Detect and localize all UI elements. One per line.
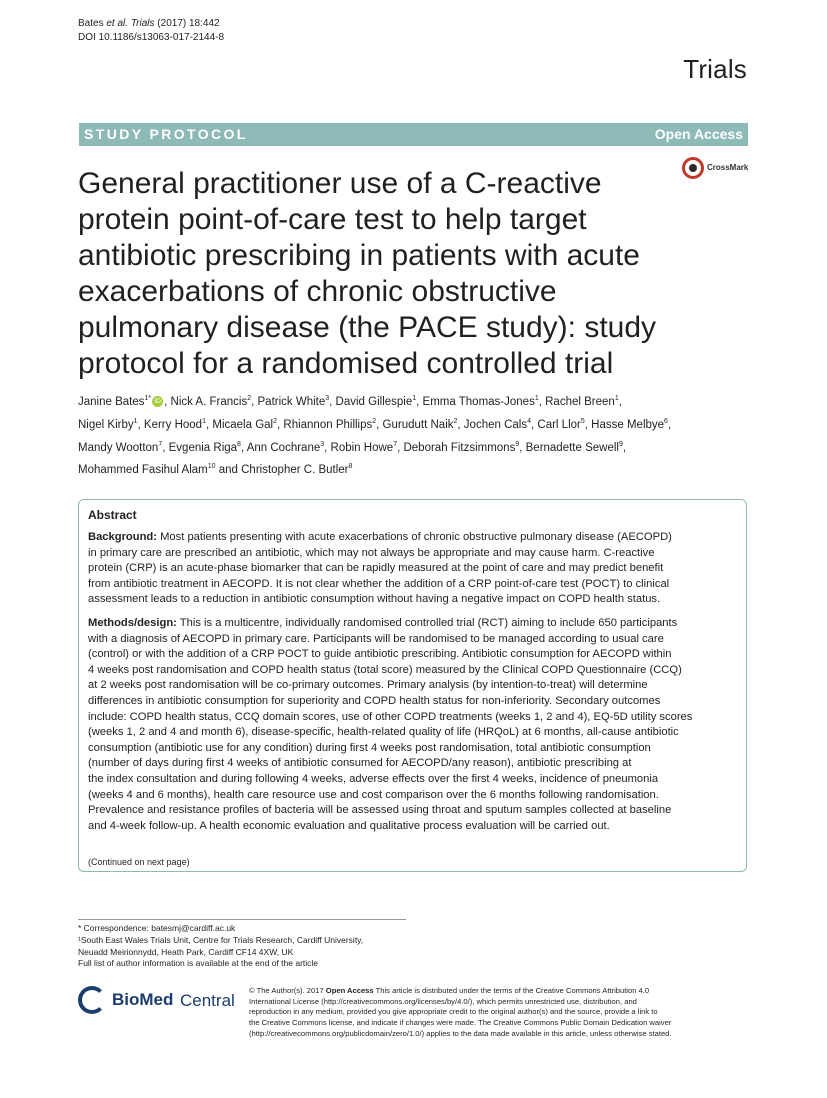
author-affiliation: 2: [247, 395, 252, 402]
author-affiliation: 2: [372, 417, 377, 425]
author-name: , David Gillespie: [329, 395, 413, 408]
author-name: , Jochen Cals: [457, 418, 528, 431]
abstract-line: include: COPD health status, CCQ domain scores, use of other COPD treatments (weeks 1, 2 and 4), EQ-5D utility scores: [88, 710, 693, 723]
article-title: [78, 166, 678, 382]
title-line: protocol for a randomised controlled trial: [78, 347, 614, 380]
abstract-line: [88, 530, 743, 546]
abstract-line: consumption (antibiotic use for any condition) during first 4 weeks post randomisation, total antibiotic consumption: [88, 741, 651, 754]
author-affiliation: 4: [527, 417, 532, 425]
footnote-divider: [78, 919, 406, 920]
author-name: and Christopher C. Butler: [215, 464, 349, 477]
author-name: , Robin Howe: [324, 441, 394, 454]
abstract-line: the index consultation and during following 4 weeks, adverse effects over the first 4 weeks, incidence of pneumonia: [88, 772, 659, 785]
affiliation: Neuadd Meirionnydd, Heath Park, Cardiff CF14 4XW, UK: [78, 946, 294, 957]
author-affiliation: 5: [580, 417, 585, 425]
citation-volume: (2017) 18:442: [154, 18, 220, 29]
abstract-line: (number of days during first 4 weeks of antibiotic consumed for AECOPD/any reason), antibiotic prescribing at: [88, 757, 632, 770]
license-line: (http://creativecommons.org/publicdomain/zero/1.0/) applies to the data made available in this article, unless otherwise stated.: [249, 1028, 672, 1038]
author-affiliation: 7: [393, 440, 398, 448]
abstract-line: with a diagnosis of AECOPD in primary care. Participants will be randomised to be managed according to usual care: [88, 632, 664, 645]
author-affiliation: 1*: [144, 395, 152, 402]
author-name: , Hasse Melbye: [584, 418, 665, 431]
author-name: , Nick A. Francis: [164, 395, 248, 408]
abstract-line: differences in antibiotic consumption for superiority and COPD health status for non-inferiority. Secondary outcomes: [88, 694, 661, 707]
author-affiliation: 2: [453, 417, 458, 425]
author-name: , Patrick White: [251, 395, 326, 408]
author-name: , Rhiannon Phillips: [277, 418, 373, 431]
author-list: [78, 389, 758, 480]
license-line: the Creative Commons license, and indicate if changes were made. The Creative Commons Public Domain Dedication waiver: [249, 1018, 672, 1028]
abstract-line: and 4-week follow-up. A health economic evaluation and qualitative process evaluation will be carried out.: [88, 819, 610, 832]
author-name: , Kerry Hood: [137, 418, 203, 431]
author-name: , Carl Llor: [531, 418, 581, 431]
section-label: Methods/design:: [88, 617, 177, 629]
citation-header: [78, 17, 224, 45]
author-affiliation: 2: [273, 417, 277, 425]
author-affiliation: 7: [158, 440, 163, 448]
orcid-icon[interactable]: iD: [152, 396, 163, 407]
crossmark-icon: [682, 157, 704, 179]
author-name: Mandy Wootton: [78, 441, 159, 454]
author-line: [78, 389, 758, 412]
author-line: [78, 457, 758, 480]
author-name: Nigel Kirby: [78, 418, 134, 431]
abstract-text: This is a multicentre, individually randomised controlled trial (RCT) aiming to include 650 participants: [176, 617, 678, 629]
crossmark-badge[interactable]: [680, 157, 749, 185]
author-name: Janine Bates: [78, 395, 145, 408]
author-separator: ,: [618, 395, 622, 408]
bmc-logo-bm: BioMed: [112, 990, 174, 1009]
title-line: pulmonary disease (the PACE study): study: [78, 311, 657, 344]
author-name: , Emma Thomas-Jones: [416, 395, 535, 408]
author-affiliation: 8: [237, 440, 241, 448]
abstract-line: (control) or with the addition of a CRP POCT to guide antibiotic prescribing. Antibiotic consumption for AECOPD within: [88, 648, 672, 661]
author-affiliation: 6: [664, 417, 668, 425]
author-affiliation: 1: [412, 395, 417, 402]
author-name: , Ann Cochrane: [240, 441, 321, 454]
title-line: protein point-of-care test to help target: [78, 203, 587, 236]
article-type-banner: [79, 123, 748, 146]
abstract-methods: [88, 616, 743, 834]
abstract-line: in primary care are prescribed an antibiotic, which may not always be appropriate and may cause harm. C-reactive: [88, 546, 655, 559]
open-access-label[interactable]: Open Access: [654, 126, 743, 142]
title-line: antibiotic prescribing in patients with acute: [78, 239, 640, 272]
author-name: , Gurudutt Naik: [376, 418, 454, 431]
author-affiliation: 1: [202, 417, 206, 425]
abstract-line: assessment leads to a reduction in antibiotic consumption without having a negative impact on COPD health status.: [88, 593, 661, 606]
bmc-logo-icon: [78, 986, 106, 1014]
section-label: Background:: [88, 531, 157, 543]
author-line: [78, 412, 758, 435]
journal-name: Trials: [683, 54, 747, 84]
license-text: [249, 986, 749, 1040]
article-type-label: STUDY PROTOCOL: [84, 126, 248, 142]
author-name: , Evgenia Riga: [162, 441, 238, 454]
author-name: , Rachel Breen: [538, 395, 615, 408]
citation-authors: Bates: [78, 18, 107, 29]
author-affiliation: 8: [348, 463, 353, 471]
author-name: , Micaela Gal: [205, 418, 274, 431]
author-name: Mohammed Fasihul Alam: [78, 464, 208, 477]
author-name: , Bernadette Sewell: [519, 441, 619, 454]
doi[interactable]: DOI 10.1186/s13063-017-2144-8: [78, 32, 225, 43]
abstract-line: protein (CRP) is an acute-phase biomarker that can be rapidly measured at the point of care and may predict benefit: [88, 562, 664, 575]
author-info-note: Full list of author information is available at the end of the article: [78, 958, 319, 969]
bmc-logo-central: Central: [180, 991, 235, 1010]
correspondence[interactable]: * Correspondence: batesmj@cardiff.ac.uk: [78, 923, 236, 933]
license-line: International License (http://creativecommons.org/licenses/by/4.0/), which permits unrestricted use, distribution, and: [249, 996, 637, 1006]
footnotes: [78, 923, 363, 970]
author-affiliation: 1: [534, 395, 539, 402]
license-line: [249, 986, 749, 997]
abstract-background: [88, 530, 743, 608]
author-affiliation: 1: [614, 395, 619, 402]
author-name: , Deborah Fitzsimmons: [397, 441, 516, 454]
abstract-line: (weeks 1, 2 and 4 and month 6), disease-specific, health-related quality of life (HRQoL) at 6 months, all-cause antibiotic: [88, 726, 679, 739]
biomed-central-logo: [78, 986, 238, 1018]
abstract-line: Prevalence and resistance profiles of bacteria will be assessed using throat and sputum samples collected at baseline: [88, 804, 672, 817]
abstract-line: at 2 weeks post randomisation will be co-primary outcomes. Primary analysis (by intention-to-treat) will determine: [88, 679, 648, 692]
continued-note: (Continued on next page): [88, 857, 190, 867]
author-separator: ,: [622, 441, 627, 454]
author-affiliation: 10: [207, 463, 216, 471]
title-line: General practitioner use of a C-reactive: [78, 167, 602, 200]
author-affiliation: 1: [133, 417, 138, 425]
abstract-text: Most patients presenting with acute exacerbations of chronic obstructive pulmonary disease (AECOPD): [157, 531, 672, 543]
abstract-line: [88, 616, 743, 632]
license-text-part: This article is distributed under the terms of the Creative Commons Attribution 4.0: [373, 986, 650, 995]
abstract-line: 4 weeks post randomisation and COPD health status (total score) measured by the Clinical COPD Questionnaire (CCQ): [88, 663, 682, 676]
abstract-heading: Abstract: [88, 508, 137, 522]
license-line: reproduction in any medium, provided you give appropriate credit to the original author(s) and the source, provide a link to: [249, 1007, 658, 1017]
abstract-line: (weeks 4 and 6 months), health care resource use and cost comparison over the 6 months following randomisation.: [88, 788, 659, 801]
copyright: © The Author(s). 2017: [249, 986, 326, 995]
citation-line: [78, 17, 224, 31]
affiliation: ¹South East Wales Trials Unit, Centre for Trials Research, Cardiff University,: [78, 934, 364, 945]
author-separator: ,: [667, 418, 672, 431]
citation-journal: et al. Trials: [106, 18, 155, 29]
author-affiliation: 3: [320, 440, 325, 448]
author-affiliation: 3: [325, 395, 330, 402]
abstract-line: from antibiotic treatment in AECOPD. It is not clear whether the addition of a CRP point-of-care test (POCT) to clinical: [88, 577, 670, 590]
author-affiliation: 9: [515, 440, 520, 448]
author-line: [78, 435, 758, 458]
open-access-label: Open Access: [325, 986, 374, 995]
author-affiliation: 9: [618, 440, 623, 448]
crossmark-label: CrossMark: [707, 163, 749, 172]
title-line: exacerbations of chronic obstructive: [78, 275, 557, 308]
